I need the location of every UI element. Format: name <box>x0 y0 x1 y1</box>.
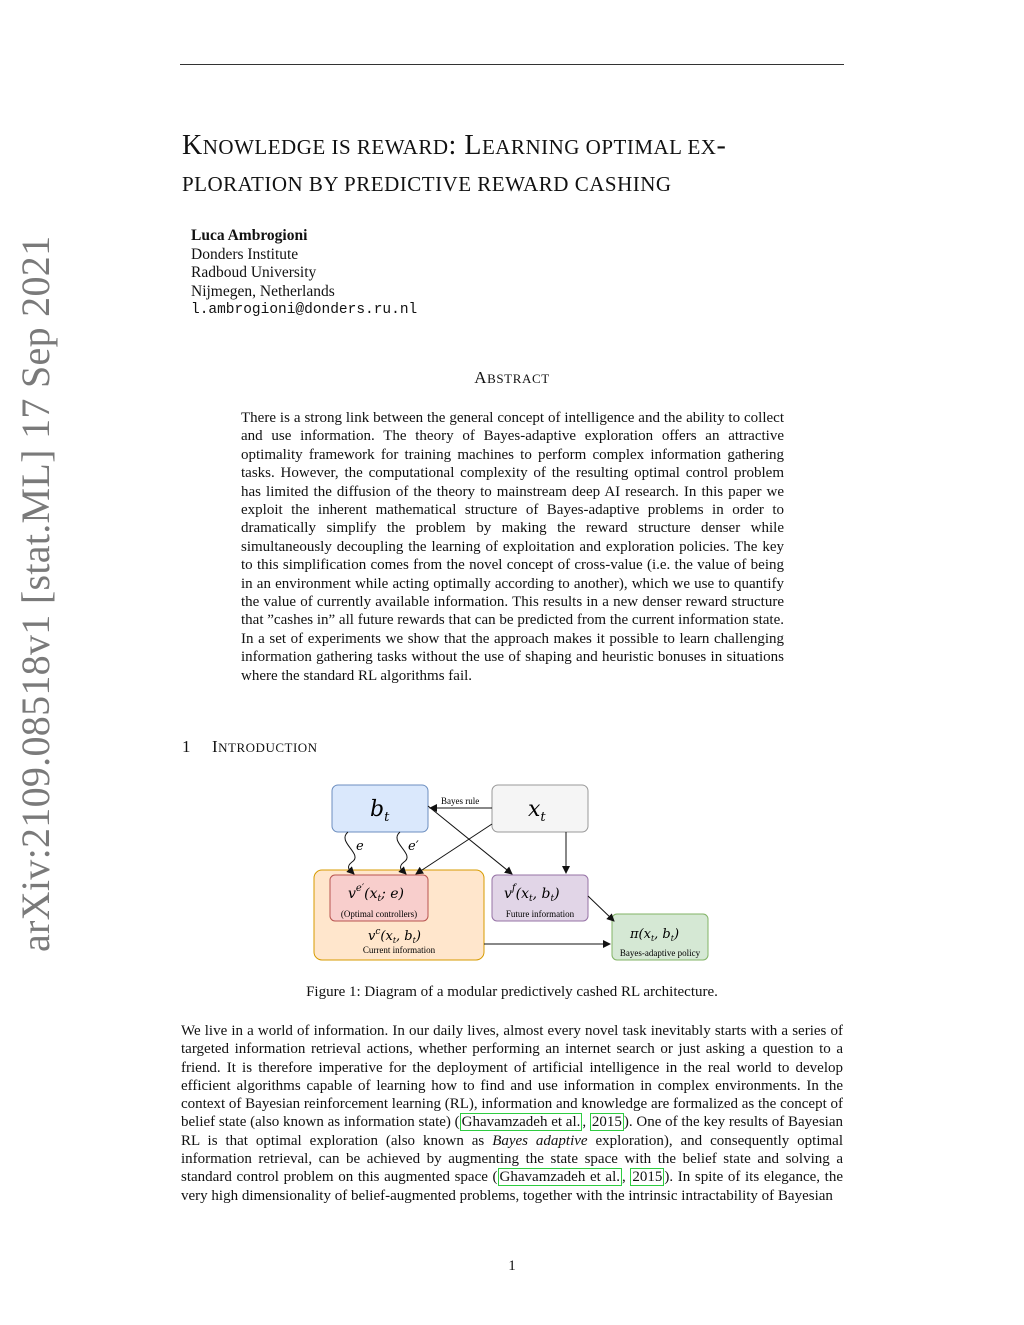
arxiv-stamp: arXiv:2109.08518v1 [stat.ML] 17 Sep 2021 <box>13 235 58 952</box>
figure-caption: Figure 1: Diagram of a modular predictively cashed RL architecture. <box>306 984 718 1000</box>
optimal-controllers-value: $v^{e'}(x_t$; e) <box>348 883 405 904</box>
current-information-label: Current information <box>362 945 436 955</box>
title-line-1: KNOWLEDGE IS REWARD: LEARNING OPTIMAL EX- <box>182 130 727 161</box>
edge-b-to-ve-eprime <box>397 832 407 874</box>
author-location: Nijmegen, Netherlands <box>191 282 335 300</box>
author-institute: Donders Institute <box>191 245 299 263</box>
edge-b-to-ve-e <box>345 832 355 874</box>
introduction-paragraph <box>181 1022 843 1205</box>
bayes-adaptive-policy-value: $\pi(x_t$, $b_t$) <box>630 927 680 943</box>
belief-state-label: $b_t$ <box>370 797 390 825</box>
optimal-controllers-label: (Optimal controllers) <box>340 909 418 919</box>
body-p4: ). In spite of its elegance, the very high dimensionality of belief-augmented problems, together with the intrinsic intractability of Bayesian <box>181 1169 843 1204</box>
page-number: 1 <box>508 1258 516 1274</box>
author-name: Luca Ambrogioni <box>191 227 308 244</box>
edge-vf-to-pi <box>588 896 614 921</box>
body-p2-italic: Bayes adaptive <box>492 1132 588 1149</box>
section-number: 1 <box>182 737 191 756</box>
author-email[interactable]: l.ambrogioni@donders.ru.nl <box>191 302 418 318</box>
top-rule <box>180 64 844 65</box>
paper-title <box>182 128 862 202</box>
current-information-value: $v^c(x_t$, $b_t$) <box>368 927 421 945</box>
future-information-value: $v^f(x_t$, $b_t$) <box>504 883 560 904</box>
abstract-text: There is a strong link between the general concept of intelligence and the ability to collect and use information. The theory of Bayes-adaptive exploration offers an attractive optimality framework for training machines to perform complex information gathering tasks. However, the computational complexity of the resulting optimal control problem has limited the diffusion of the theory to mainstream deep AI research. In this paper we exploit the inherent mathematical structure of Bayes-adaptive problems in order to dramatically simplify the problem by making the reward structure denser while simultaneously decoupling the learning of exploitation and exploration policies. The key to this simplification comes from the novel concept of cross-value (i.e. the value of being in an environment while acting optimally according to another), which we use to quantify the value of currently available information. This results in a new denser reward structure that ”cashes in” all future rewards that can be predicted from the current information state. In a set of experiments we show that the approach makes it possible to learn challenging information gathering tasks without the use of shaping and heuristic bonuses in situations where the standard RL algorithms fail. <box>241 410 784 684</box>
future-information-label: Future information <box>505 909 575 919</box>
citation-separator-2: , <box>622 1169 631 1186</box>
edge-label-e-prime: e′ <box>408 839 419 854</box>
citation-author-2[interactable]: Ghavamzadeh et al. <box>499 1169 621 1186</box>
abstract-heading: ABSTRACT <box>474 368 550 387</box>
citation-year-2[interactable]: 2015 <box>632 1169 663 1186</box>
citation-year-1[interactable]: 2015 <box>591 1114 622 1131</box>
edge-label-e: e <box>356 839 364 854</box>
body-p3: exploration), and consequently optimal information retrieval, can be achieved by augmenting the state space with the belief state and solving a standard control problem on this augmented space ( <box>181 1132 844 1186</box>
citation-separator-1: , <box>582 1114 590 1131</box>
citation-author-1[interactable]: Ghavamzadeh et al. <box>461 1114 581 1131</box>
body-p1: We live in a world of information. In our daily lives, almost every novel task inevitably starts with a series of targeted information retrieval actions, whether performing an internet search or just asking a question to a friend. It is therefore imperative for the deployment of artificial intelligence in the real world to develop efficient algorithms capable of learning how to find and use information in complex environments. In the context of Bayesian reinforcement learning (RL), information and knowledge are formalized as the concept of belief state (also known as information state) ( <box>181 1023 843 1131</box>
edge-label-bayes-rule: Bayes rule <box>441 796 480 806</box>
bayes-adaptive-policy-label: Bayes-adaptive policy <box>619 948 701 958</box>
author-block <box>191 227 417 320</box>
body-p2: ). One of the key results of Bayesian RL is that optimal exploration (also known as <box>181 1114 844 1149</box>
observation-label: $x_t$ <box>528 797 546 825</box>
figure-diagram <box>300 778 720 968</box>
author-university: Radboud University <box>191 264 317 281</box>
title-line-2: PLORATION BY PREDICTIVE REWARD CASHING <box>182 172 672 196</box>
section-heading: 1 INTRODUCTION <box>182 737 318 756</box>
